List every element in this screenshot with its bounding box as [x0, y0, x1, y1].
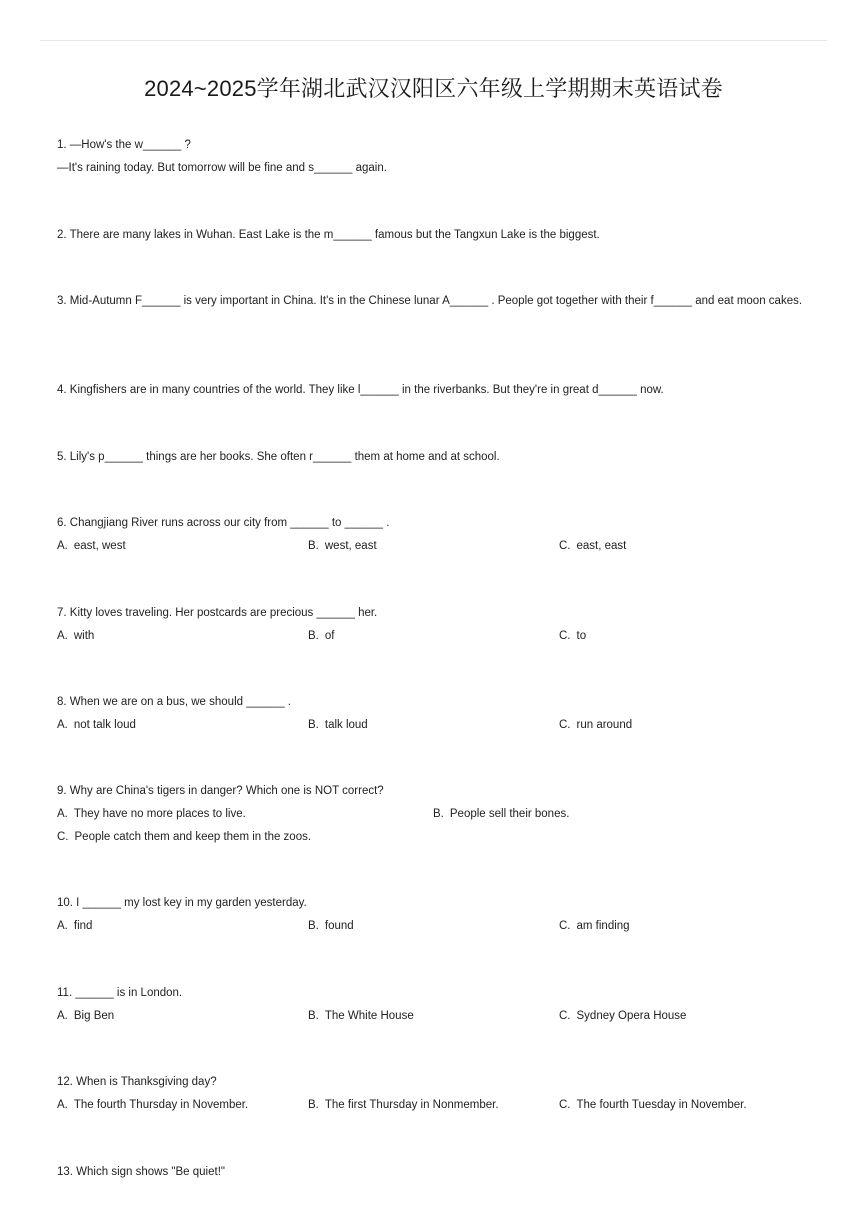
option-text: People catch them and keep them in the zoos.	[74, 831, 312, 843]
option-key: C.	[559, 1010, 571, 1022]
options-row	[57, 915, 817, 938]
option-c[interactable]	[559, 714, 632, 737]
option-key: B.	[308, 1010, 319, 1022]
option-text: not talk loud	[73, 719, 136, 731]
options-row	[57, 625, 817, 648]
option-key: A.	[57, 1099, 68, 1111]
option-text: east, east	[576, 540, 627, 552]
option-key: B.	[308, 540, 319, 552]
option-text: talk loud	[324, 719, 368, 731]
question-text: 8. When we are on a bus, we should ______ .	[57, 696, 291, 708]
option-text: Sydney Opera House	[576, 1010, 687, 1022]
question-text: 12. When is Thanksgiving day?	[57, 1076, 217, 1088]
option-key: C.	[559, 719, 571, 731]
option-c[interactable]	[57, 826, 311, 849]
question-text: 13. Which sign shows "Be quiet!"	[57, 1166, 225, 1178]
option-b[interactable]	[433, 803, 569, 826]
options-row	[57, 1094, 817, 1117]
option-c[interactable]	[559, 915, 630, 938]
question-5	[57, 446, 817, 469]
option-text: find	[73, 920, 93, 932]
question-13	[57, 1161, 817, 1184]
option-key: B.	[308, 920, 319, 932]
option-key: B.	[308, 630, 319, 642]
option-b[interactable]	[308, 915, 354, 938]
options-row	[57, 826, 817, 849]
top-divider	[40, 40, 827, 41]
question-text: 9. Why are China's tigers in danger? Which one is NOT correct?	[57, 785, 384, 797]
option-text: run around	[576, 719, 633, 731]
question-text: 6. Changjiang River runs across our city from ______ to ______ .	[57, 517, 390, 529]
option-a[interactable]	[57, 1005, 114, 1028]
option-key: A.	[57, 630, 68, 642]
question-7	[57, 602, 817, 648]
option-text: Big Ben	[73, 1010, 115, 1022]
option-key: C.	[57, 831, 69, 843]
question-3	[57, 290, 815, 313]
option-c[interactable]	[559, 625, 586, 648]
option-text: with	[73, 630, 95, 642]
question-text: 11. ______ is in London.	[57, 987, 183, 999]
option-b[interactable]	[308, 1005, 414, 1028]
option-key: C.	[559, 630, 571, 642]
question-9	[57, 780, 817, 849]
question-4	[57, 379, 817, 402]
question-8	[57, 691, 817, 737]
option-a[interactable]	[57, 535, 126, 558]
option-c[interactable]	[559, 1005, 686, 1028]
option-a[interactable]	[57, 714, 136, 737]
option-text: west, east	[324, 540, 377, 552]
question-text: 5. Lily's p______ things are her books. She often r______ them at home and at school.	[57, 451, 500, 463]
option-text: found	[324, 920, 354, 932]
option-key: B.	[308, 1099, 319, 1111]
question-text: 2. There are many lakes in Wuhan. East Lake is the m______ famous but the Tangxun Lake is the biggest.	[57, 229, 600, 241]
question-6	[57, 512, 817, 558]
option-a[interactable]	[57, 803, 246, 826]
option-text: of	[324, 630, 335, 642]
option-key: A.	[57, 719, 68, 731]
option-b[interactable]	[308, 625, 334, 648]
option-text: The fourth Thursday in November.	[73, 1099, 249, 1111]
option-text: am finding	[576, 920, 630, 932]
options-row	[57, 535, 817, 558]
option-key: A.	[57, 808, 68, 820]
options-row	[57, 714, 817, 737]
question-text: 1. —How's the w______ ?	[57, 139, 191, 151]
question-2	[57, 224, 817, 247]
option-b[interactable]	[308, 1094, 499, 1117]
option-text: People sell their bones.	[449, 808, 570, 820]
options-row	[57, 1005, 817, 1028]
option-key: B.	[433, 808, 444, 820]
option-text: to	[576, 630, 587, 642]
option-text: The first Thursday in Nonmember.	[324, 1099, 499, 1111]
option-b[interactable]	[308, 535, 377, 558]
question-text: 3. Mid-Autumn F______ is very important in China. It's in the Chinese lunar A______ . People got together with their f______ and eat moon cakes.	[57, 295, 803, 307]
question-11	[57, 982, 817, 1028]
option-text: The White House	[324, 1010, 414, 1022]
option-key: A.	[57, 920, 68, 932]
option-c[interactable]	[559, 1094, 747, 1117]
page-title: 2024~2025学年湖北武汉汉阳区六年级上学期期末英语试卷	[144, 76, 723, 101]
option-a[interactable]	[57, 915, 92, 938]
option-text: They have no more places to live.	[73, 808, 246, 820]
option-key: B.	[308, 719, 319, 731]
option-key: C.	[559, 540, 571, 552]
question-1	[57, 134, 817, 180]
option-text: east, west	[73, 540, 126, 552]
option-b[interactable]	[308, 714, 368, 737]
option-c[interactable]	[559, 535, 626, 558]
option-a[interactable]	[57, 1094, 248, 1117]
option-key: A.	[57, 1010, 68, 1022]
option-text: The fourth Tuesday in November.	[576, 1099, 747, 1111]
options-row	[57, 803, 817, 826]
option-a[interactable]	[57, 625, 94, 648]
question-text: 7. Kitty loves traveling. Her postcards are precious ______ her.	[57, 607, 378, 619]
question-text: 10. I ______ my lost key in my garden yesterday.	[57, 897, 307, 909]
option-key: C.	[559, 920, 571, 932]
option-key: A.	[57, 540, 68, 552]
question-10	[57, 892, 817, 938]
question-12	[57, 1071, 817, 1117]
question-text: 4. Kingfishers are in many countries of the world. They like l______ in the riverbanks. But they're in great d______ now.	[57, 384, 664, 396]
option-key: C.	[559, 1099, 571, 1111]
question-text: —It's raining today. But tomorrow will be fine and s______ again.	[57, 162, 387, 174]
